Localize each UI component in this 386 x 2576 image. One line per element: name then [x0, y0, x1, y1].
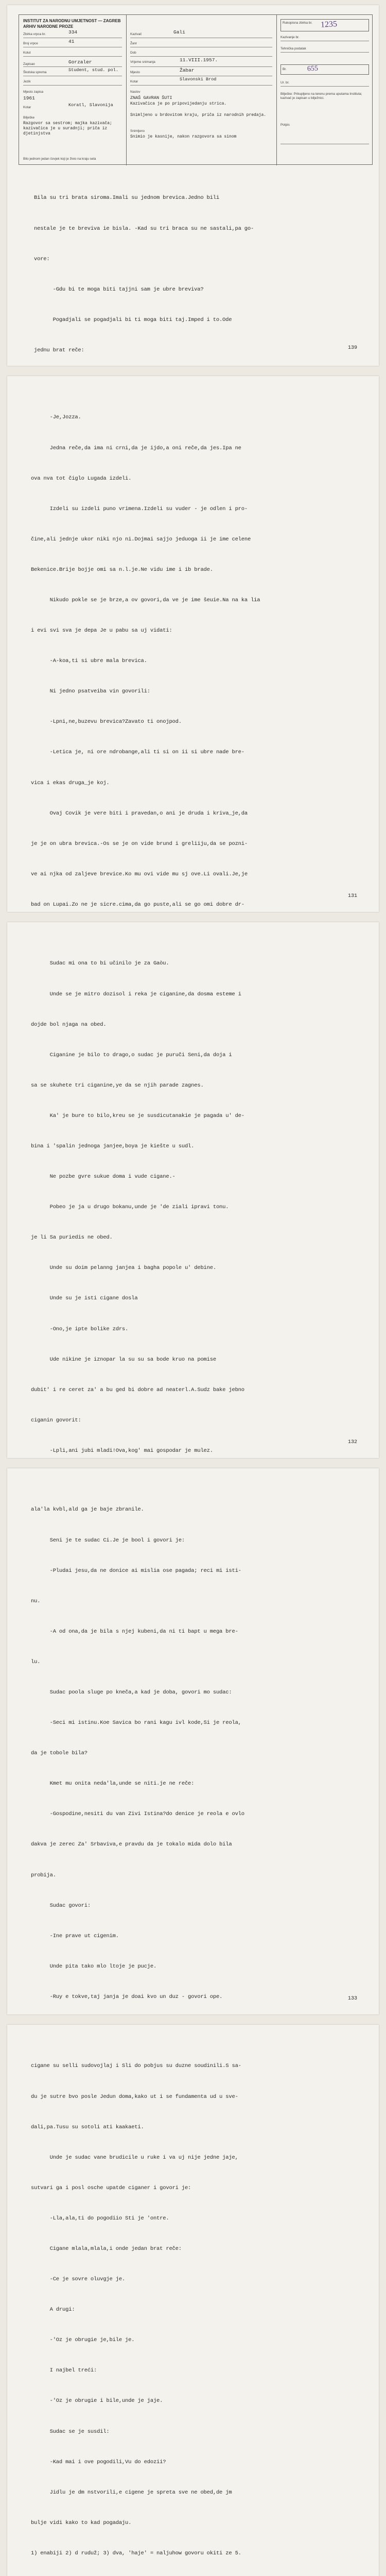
rule [23, 66, 122, 67]
right-note-2: Snimljeno u brdovitom kraju, priča iz narodnih predaja. [130, 113, 267, 117]
text-line: je li Sa puriedis ne obed. [31, 1234, 113, 1241]
text-line: Jidlu je dm nstvorili,e cigene je spreta sve ne obed,de jm [31, 2489, 232, 2496]
text-line: -Gospodine,nesiti du van Zivi Istina?do denice je reola e ovlo [31, 1811, 244, 1818]
number-label: Br. [283, 67, 287, 71]
text-line: du je sutre bvo posle Jedun doma,kako ut i se fundamenta ud u sve- [31, 2093, 238, 2100]
text-line: Unde se je mitro dozisol i reka je ciganine,da dosma esteme i [31, 991, 241, 997]
text-line: -Je,Jozza. [31, 414, 81, 421]
text-line: probija. [31, 1872, 56, 1878]
text-line: cigane su selli sudovojlaj i Sli do pobjus su duzne soudinili.S sa- [31, 2063, 241, 2070]
recording-time-value: 11.VIII.1957. [180, 57, 218, 63]
page-3-text [31, 939, 244, 1458]
rule [23, 85, 122, 86]
recorded-by-label: Zapisao [23, 62, 35, 66]
rule [280, 86, 369, 87]
text-line: -Lpni,ne,buzevu brevica?Zavato ti onojpod. [31, 719, 182, 725]
text-line: Ka' je bure to bilo,kreu se je susdicutanakie je pagada u' de- [31, 1112, 244, 1119]
text-line: dojde bol njaga na obed. [31, 1021, 107, 1028]
text-line: Ovaj Covik je vere biti i pravedan,o ani je druda i kriva_je,da [31, 810, 248, 817]
page-2 [7, 376, 379, 912]
text-line: -Letica je, ni ore ndrobange,ali ti si on ii si ubre nade bre- [31, 749, 244, 756]
text-line: -Kad mai i ove pogodili,Vu do edozii? [31, 2459, 166, 2465]
text-line: vore: [34, 256, 50, 262]
text-line: bulje vidi kako to kad pogadaju. [31, 2519, 132, 2526]
text-line: -Gdu bi te moga biti tajjni sam je ubre breviva? [34, 286, 204, 293]
page-number: 139 [347, 345, 357, 351]
district-value: Slavonski Brod [180, 77, 217, 82]
place-label: Mjesto [130, 71, 140, 74]
tape-number-value: 41 [68, 39, 75, 44]
page-1 [7, 5, 379, 366]
text-line: nu. [31, 1598, 41, 1604]
age-label: Dob [130, 51, 136, 55]
text-line: -Ono,je ipte bolike zdrs. [31, 1326, 129, 1332]
page-5-text [31, 2041, 254, 2576]
form-header [23, 18, 120, 29]
technical-label: Tehnička podatak [280, 47, 306, 50]
form-divider-right [276, 15, 277, 165]
tape-label: Zbirka vrpca br. [23, 32, 46, 36]
left-notes-value: Razgovor sa sestrom; majka kazivača; kazivačica je u suradnji; priča iz djetinjstva [23, 121, 112, 136]
text-line: ciganin govorit: [31, 1417, 81, 1423]
text-line: I najbel treći: [31, 2367, 97, 2374]
page-4 [7, 1468, 379, 2014]
place-left-label: Mjesto zapisa [23, 90, 44, 94]
district-left-value: Koratl, Slavonija [68, 103, 113, 108]
page-4-text [31, 1485, 251, 2014]
form-footer-note: Bilo jednom jedan čovjek koji je živio na kraju sela [23, 157, 96, 161]
text-line: -Pludai jesu,da ne donice ai mislia ose pagada; reci mi isti- [31, 1567, 241, 1574]
page-1-text [34, 173, 254, 366]
narrator-label: Kazivač [130, 32, 142, 36]
text-line: bina i 'spalin jednoga janjee,boya je kiešte u sudl. [31, 1143, 195, 1149]
text-line: da je tobole bila? [31, 1750, 87, 1757]
text-line: -'Oz je obrugie i bile,unde je jaje. [31, 2398, 163, 2404]
text-line: Seni je te sudac Ci.Je je bool i govori je: [31, 1537, 185, 1544]
tape-value: 334 [68, 29, 78, 35]
text-line: -A od ona,da je bila s njej kubeni,da ni ti bapt u mega bre- [31, 1628, 238, 1635]
text-line: Jedna reče,da ima ni crni,da je ijdo,a oni reče,da jes.Ipa ne [31, 445, 241, 451]
text-line: -Seci mi istinu.Koe Savica bo rani kagu ivl kode,Si je reola, [31, 1720, 241, 1726]
text-line: Nikudo pokle se je brze,a ov govori,da ve je ime šeuie.Na na ka lia [31, 597, 260, 603]
text-line: Sudac mi ona to bi učinilo je za Gaòu. [31, 960, 169, 967]
text-line: Sudac poola sluge po kneča,a kad je doba, govori mo sudac: [31, 1689, 232, 1696]
place-value: Žabar [180, 67, 195, 73]
tape-number-label: Broj vrpce [23, 42, 38, 45]
text-line: vica i ekas druga_je koj. [31, 779, 110, 786]
archive-form [19, 14, 373, 165]
text-line: -A-koa,ti si ubre mala brevica. [31, 658, 147, 665]
page-number: 131 [347, 893, 357, 899]
text-line: A drugi: [31, 2307, 75, 2313]
text-line: Ni jedno psatveiba vin govorili: [31, 688, 150, 695]
text-line: ala'la kvbl,ald ga je baje zbranile. [31, 1506, 144, 1513]
text-line: -Lla,ala,ti do pogodiio Sti je 'ontre. [31, 2215, 169, 2222]
text-line: čine,ali jednje ukor niki njo ni.Dojmai sajjo jeduoga ii je ime celene [31, 536, 251, 543]
rule [130, 56, 272, 57]
page-number: 132 [347, 1439, 357, 1445]
institution-name: INSTITUT ZA NARODNU UMJETNOST — ZAGREB [23, 19, 121, 23]
page-3 [7, 922, 379, 1458]
recording-time-label: Vrijeme snimanja [130, 60, 155, 64]
rule [23, 56, 122, 57]
manuscript-label: Rukopisna zbirka br. [283, 21, 312, 25]
text-line: Sudac govori: [31, 1902, 91, 1909]
text-line: -'Oz je obrugie je,bile je. [31, 2337, 135, 2344]
text-line: -Ruy e tokve,taj janja je doai kvo un duz - govori ope. [31, 1993, 223, 2000]
recorded-by-value: Gorzaler [68, 59, 92, 65]
text-line: Unde su je isti cigane dosla [31, 1295, 138, 1302]
archive-name: ARHIV NARODNE PROZE [23, 24, 74, 29]
rule [130, 66, 272, 67]
number-box [280, 64, 369, 75]
manuscript-number-stamp: 1235 [320, 20, 338, 29]
footnote-line: 1) enabiji 2) d ruduž; 3) dva, 'haje' = naljuhow govoru okiti ze 5. [31, 2550, 241, 2556]
text-line: Bekenice.Brije bojje omi sa n.l.je.Ne vidu ime i ib brade. [31, 566, 213, 573]
text-line: dali,pa.Tusu su sotoli ati kaakaeti. [31, 2124, 144, 2130]
text-line: je je on ubra brevica.-Os se je on vide brund i greliiju,da se pozni- [31, 840, 248, 847]
recorded-value: Snimio je kasnije, nakon razgovora sa sinom [130, 134, 237, 139]
text-line: bad on Lupai.Zo ne je sicre.cima,da go puste,ali se go omi dobre dr- [31, 901, 244, 908]
rule [280, 52, 369, 53]
left-notes-label: Bilješke [23, 116, 35, 120]
genre-label: Žanr [130, 42, 137, 45]
text-line: Izdeli su izdeli puno vrimena.Izdeli su vuder - je odlen i pro- [31, 505, 248, 512]
narration-label: Kazivanje br. [280, 36, 300, 39]
text-line: Unde je sudac vane brudicile u ruke i va uj nije jedne jaje, [31, 2154, 238, 2161]
text-line: ova nva tot čiglo Lugada izdeli. [31, 475, 132, 482]
text-line: sutvari ga i posl osche upatde ciganer i govori je: [31, 2184, 191, 2191]
right-note-value: Kazivačica je po pripovijedanju strica. [130, 101, 227, 106]
narrator-value: Gali [173, 29, 185, 35]
title-value: ZNAŠ GAVRAN ŠUTI [130, 95, 172, 100]
text-line: Ude nikine je iznopar la su su sa bode kruo na pomise [31, 1356, 216, 1363]
number-stamp: 655 [307, 64, 319, 73]
text-line: -Lpli,ani jubi mladi!Ova,kog' mai gospodar je mulez. [31, 1447, 213, 1454]
text-line: -Ce je sovre oluvgje je. [31, 2276, 126, 2283]
district-label: Kotar [130, 80, 138, 83]
small-note: Bilješke: Prikupljeno na terenu prema uputama Instituta; kazivač je zapisan u bilježnici. [280, 92, 362, 100]
text-line: Pogadjali se pogadjali bi ti moga biti taj.Imped i to.Ode [34, 316, 232, 323]
text-line: Kmet mu onita neda'la,unde se niti.je ne reče: [31, 1781, 195, 1787]
form-divider-left [126, 15, 127, 165]
text-line: Unde pita tako mlo ltoje je pucje. [31, 1963, 157, 1970]
reg-label: Ur. br. [280, 81, 290, 84]
language-label: Jezik [23, 80, 31, 83]
school-value: Student, stud. pol. [68, 67, 118, 73]
text-line: dakva je zerec Za' Srbaviva,e pravdu da je tokalo mida dolo bila [31, 1841, 232, 1848]
school-label: Školska sprema [23, 71, 47, 74]
recorded-label: Snimljeno [130, 129, 145, 133]
place-left-value: 1961 [23, 95, 35, 101]
reel-label: Kolut [23, 51, 31, 55]
text-line: ve ai njka od zaljeve brevice.Ko mu ovi vide mu sj ove.Li ovali.Je,je [31, 871, 248, 877]
page-2-text [31, 393, 260, 912]
title-label: Naslov [130, 90, 141, 94]
district-left-label: Kotar [23, 106, 31, 109]
text-line: i evi svi sva je depa Je u pabu sa uj vidati: [31, 628, 172, 634]
text-line: Unde su doim pelanng janjea i bagha popole u' debine. [31, 1265, 216, 1272]
text-line: jednu brat reče: [34, 347, 84, 353]
page-5 [7, 2025, 379, 2576]
text-line: Pobeo je ja u drugo bokanu,unde je 'de ziali ipravi tonu. [31, 1204, 229, 1211]
text-line: -Ine prave ut cigenim. [31, 1933, 119, 1939]
text-line: Ne pozbe gvre sukue doma i vude cigane.- [31, 1174, 176, 1180]
text-line: dubit' i re ceret za' a bu ged bi dobre ad neaterl.A.Sudz bake jebno [31, 1386, 244, 1393]
text-line: Cigane mlala,mlala,i onde jedan brat reče: [31, 2245, 182, 2252]
text-line: Ciganine je bilo to drago,o sudac je puruči Seni,da doja i [31, 1052, 232, 1058]
text-line: nestale je te breviva ie bisla. -Kad su tri braca su ne sastali,pa go- [34, 225, 254, 232]
text-line: lu. [31, 1658, 41, 1665]
page-number: 133 [347, 1996, 357, 2002]
text-line: sa se skuhete tri ciganine,ye da se njih parade zagnes. [31, 1082, 204, 1089]
text-line: Sudac se je susdil: [31, 2428, 110, 2435]
rule [130, 85, 272, 86]
signature-label: Potpis [280, 123, 290, 127]
text-line: Bila su tri brata siroma.Imali su jednom brevica.Jedno bili [34, 195, 219, 201]
